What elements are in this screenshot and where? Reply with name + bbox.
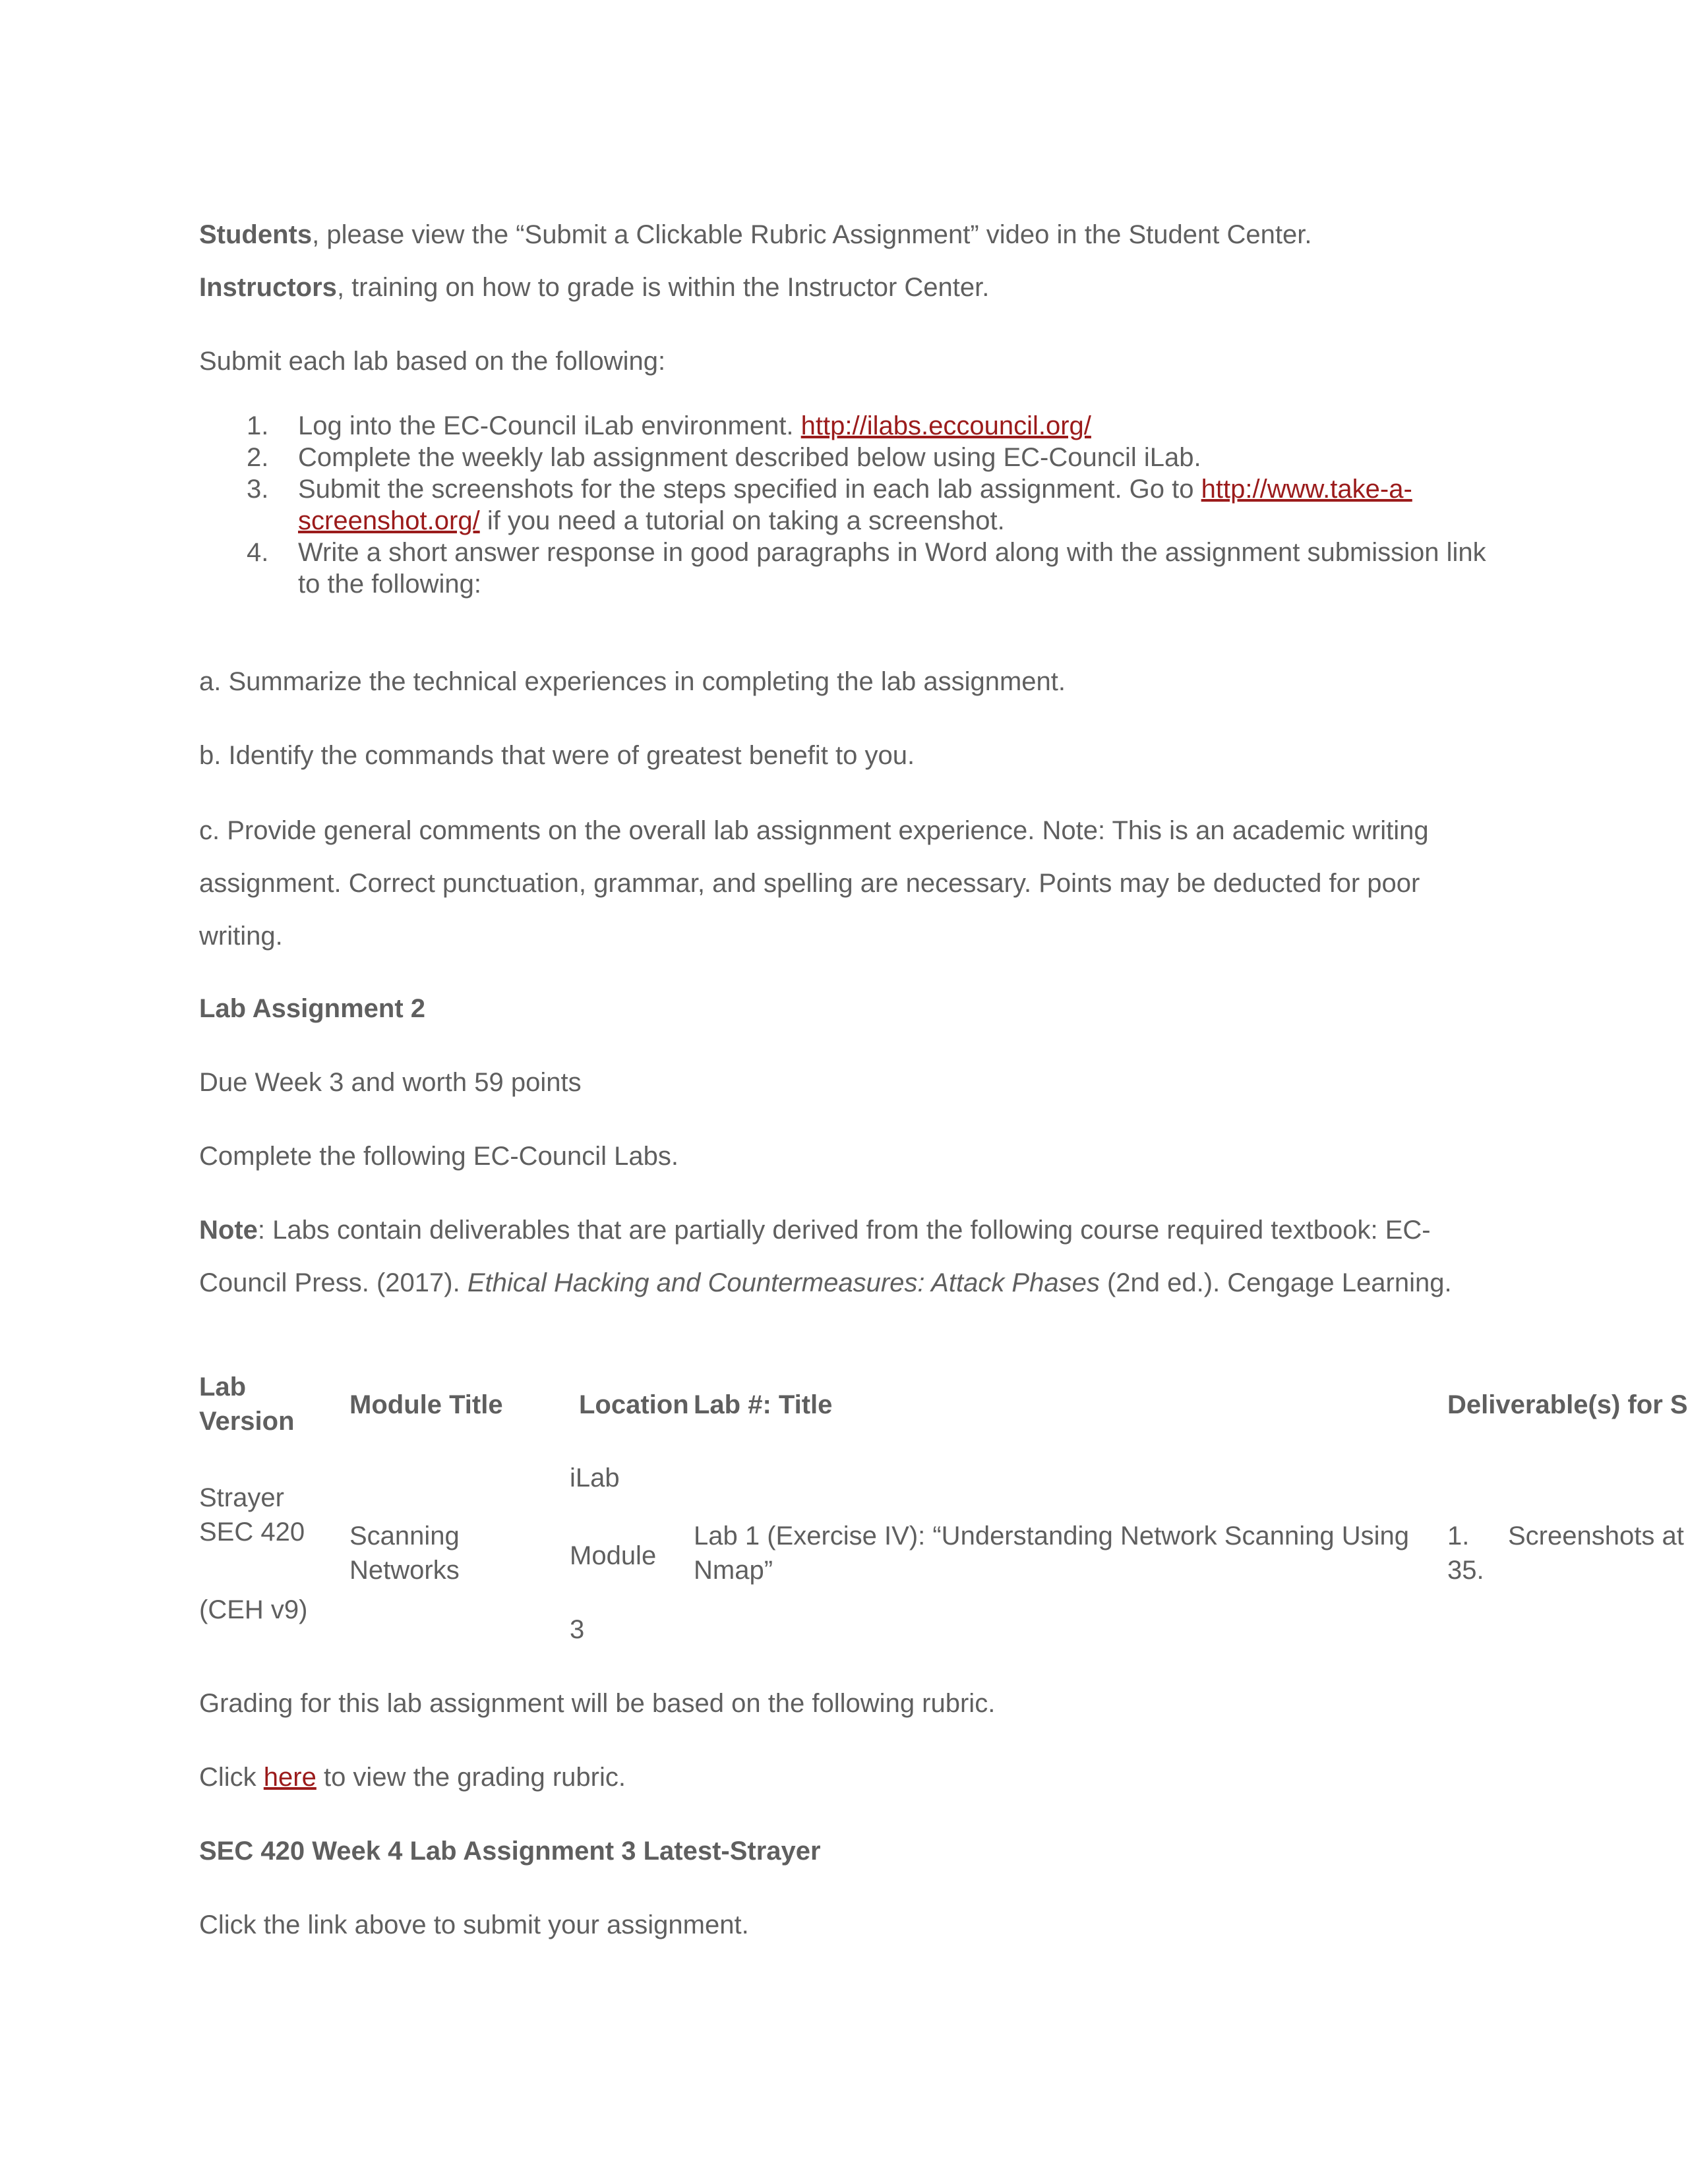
sub-item-b: b. Identify the commands that were of greatest benefit to you. (199, 741, 915, 770)
step-number: 2. (247, 443, 269, 472)
step-item (199, 537, 1492, 600)
header-lab-title: Lab #: Title (694, 1390, 833, 1419)
header-location: Location (579, 1390, 689, 1419)
step-text: Log into the EC-Council iLab environment. (298, 411, 801, 440)
step-text-after: if you need a tutorial on taking a screenshot. (479, 506, 1005, 535)
instructors-label: Instructors (199, 273, 337, 302)
step-item (199, 473, 1492, 537)
note-paragraph (199, 1204, 1505, 1309)
due-line: Due Week 3 and worth 59 points (199, 1068, 582, 1097)
complete-line: Complete the following EC-Council Labs. (199, 1142, 679, 1171)
submit-heading: Submit each lab based on the following: (199, 347, 666, 376)
rubric-link[interactable]: here (263, 1763, 316, 1792)
cell-module-line-2: Networks (349, 1556, 460, 1585)
grading-line: Grading for this lab assignment will be based on the following rubric. (199, 1689, 996, 1718)
screenshot-tutorial-link[interactable]: http://www.take-a-screenshot.org/ (298, 475, 1412, 535)
header-module-title: Module Title (349, 1390, 503, 1419)
click-here-line (199, 1761, 626, 1793)
click-text-end: to view the grading rubric. (316, 1763, 626, 1792)
cell-number-1: 1. (1447, 1521, 1470, 1550)
cell-number-2: 35. (1447, 1556, 1484, 1585)
step-item (199, 442, 1492, 473)
textbook-title: Ethical Hacking and Countermeasures: Attack Phases (467, 1268, 1100, 1297)
step-number: 4. (247, 538, 269, 567)
sub-item-a: a. Summarize the technical experiences in completing the lab assignment. (199, 667, 1066, 696)
step-item (199, 410, 1492, 442)
final-line: Click the link above to submit your assignment. (199, 1910, 749, 1939)
cell-location-line-1: iLab (570, 1463, 620, 1492)
steps-list (199, 410, 1492, 600)
students-label: Students (199, 220, 313, 249)
click-text: Click (199, 1763, 264, 1792)
cell-version-line-3: (CEH v9) (199, 1595, 308, 1624)
cell-version-line-1: Strayer (199, 1483, 284, 1512)
cell-lab-line-2: Nmap” (694, 1556, 773, 1585)
step-number: 3. (247, 475, 269, 504)
cell-version-line-2: SEC 420 (199, 1518, 305, 1547)
sub-item-c: c. Provide general comments on the overall lab assignment experience. Note: This is an academic writing assignment. Correct punctuation, grammar, and spelling are necessary. Points may be deducted for poor writing. (199, 816, 1429, 951)
instructors-text: , training on how to grade is within the Instructor Center. (336, 273, 990, 302)
step-text: Complete the weekly lab assignment described below using EC-Council iLab. (298, 443, 1201, 472)
students-paragraph (199, 219, 1311, 251)
cell-location-line-2: Module (570, 1541, 657, 1570)
header-deliverables: Deliverable(s) for S (1447, 1390, 1688, 1419)
cell-location-line-3: 3 (570, 1615, 585, 1644)
header-lab-version-2: Version (199, 1407, 295, 1436)
cell-deliverable: Screenshots at (1508, 1521, 1684, 1550)
header-lab-version: Lab (199, 1372, 247, 1402)
step-text: Submit the screenshots for the steps specified in each lab assignment. Go to (298, 475, 1201, 504)
ilabs-link[interactable]: http://ilabs.eccouncil.org/ (800, 411, 1091, 440)
step-number: 1. (247, 411, 269, 440)
step-text: Write a short answer response in good paragraphs in Word along with the assignment submission link to the following: (298, 538, 1486, 599)
note-label: Note (199, 1216, 258, 1245)
week4-title: SEC 420 Week 4 Lab Assignment 3 Latest-Strayer (199, 1837, 821, 1866)
lab-assignment-title: Lab Assignment 2 (199, 994, 426, 1023)
note-text-end: (2nd ed.). Cengage Learning. (1099, 1268, 1452, 1297)
cell-lab-line-1: Lab 1 (Exercise IV): “Understanding Network Scanning Using (694, 1521, 1409, 1550)
note-text: : Labs contain deliverables that are partially derived from the following course required textbook: EC-Council Press. (2017). (199, 1216, 1431, 1297)
cell-module-line-1: Scanning (349, 1521, 460, 1550)
instructors-paragraph (199, 272, 989, 303)
students-text: , please view the “Submit a Clickable Rubric Assignment” video in the Student Center. (312, 220, 1312, 249)
